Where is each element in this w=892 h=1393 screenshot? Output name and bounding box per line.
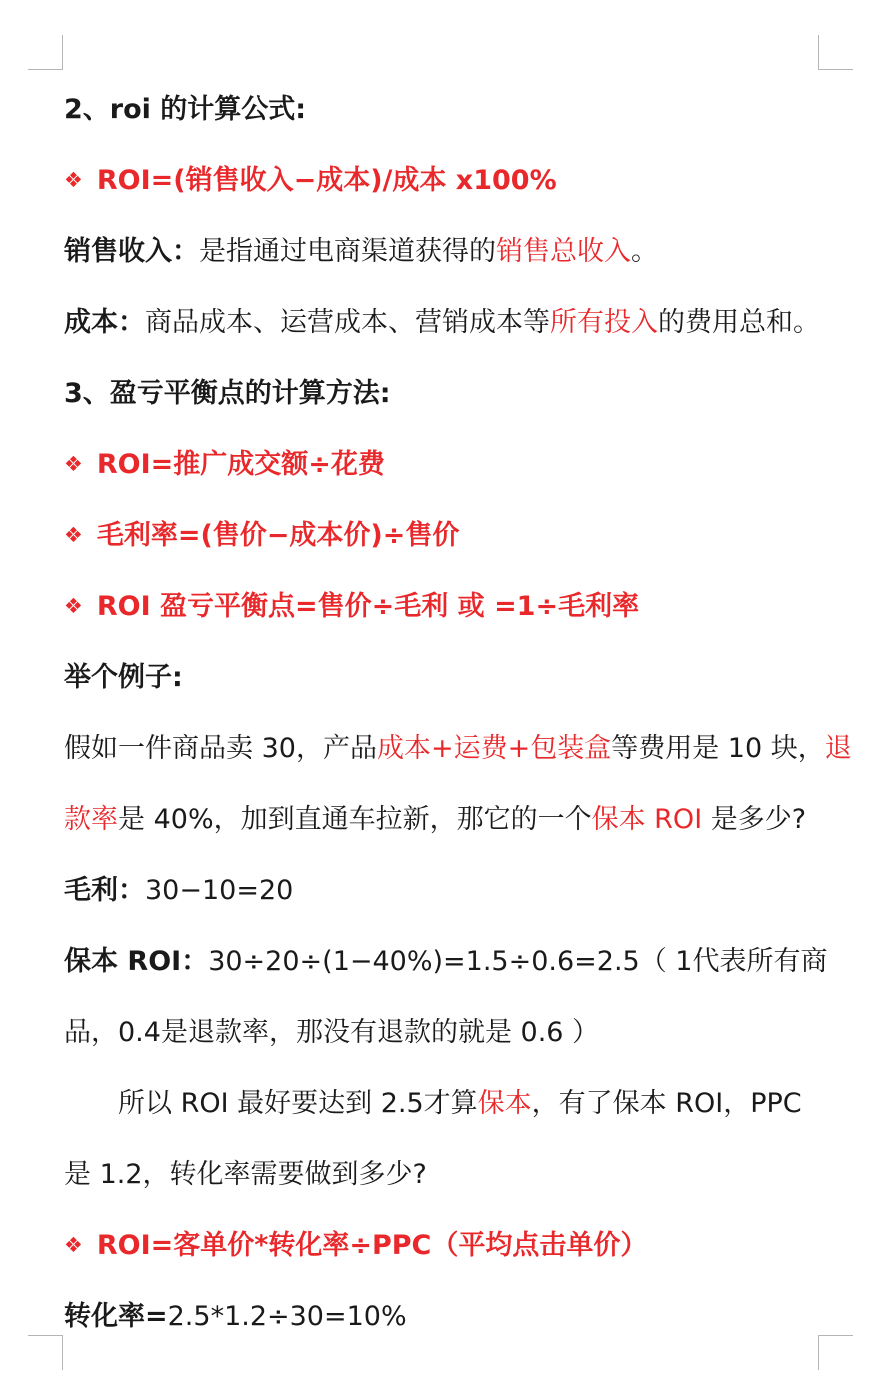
cost-label: 成本： — [64, 307, 145, 338]
diamond-bullet-icon: ❖ — [64, 523, 83, 547]
conversion-rate-value: 2.5*1.2÷30=10% — [167, 1301, 407, 1332]
roi-formula-line — [64, 155, 824, 226]
example-text: 假如一件商品卖 30，产品 — [64, 733, 377, 764]
conclusion-text: 所以 ROI 最好要达到 2.5才算 — [118, 1088, 478, 1119]
revenue-text: 是指通过电商渠道获得的 — [199, 236, 496, 267]
gross-margin-value: 30−10=20 — [145, 875, 294, 906]
corner-mark-top-left — [28, 35, 63, 70]
section-2-heading: 2、roi 的计算公式: — [64, 94, 307, 125]
cost-definition — [64, 297, 824, 368]
example-text: 等费用是 10 块， — [611, 733, 825, 764]
cost-highlight: 所有投入 — [550, 307, 658, 338]
breakeven-roi-note: 品，0.4是退款率，那没有退款的就是 0.6 ） — [64, 1017, 600, 1048]
revenue-label: 销售收入： — [64, 236, 199, 267]
formula-line-1 — [64, 439, 824, 510]
formula-gross-margin: 毛利率=(售价−成本价)÷售价 — [96, 520, 460, 551]
diamond-bullet-icon: ❖ — [64, 1233, 83, 1257]
example-text: 是多少? — [702, 804, 807, 835]
conclusion-line-1 — [64, 1078, 824, 1149]
example-paragraph-line-2 — [64, 794, 824, 865]
diamond-bullet-icon: ❖ — [64, 168, 83, 192]
diamond-bullet-icon: ❖ — [64, 452, 83, 476]
section-3-heading: 3、盈亏平衡点的计算方法: — [64, 378, 391, 409]
conclusion-line-2: 是 1.2，转化率需要做到多少? — [64, 1159, 427, 1190]
cost-text: 商品成本、运营成本、营销成本等 — [145, 307, 550, 338]
formula-line-3 — [64, 581, 824, 652]
breakeven-roi-calc — [64, 936, 828, 1007]
corner-mark-top-right — [818, 35, 853, 70]
example-highlight-breakeven-roi: 保本 ROI — [591, 804, 703, 835]
formula-line-2 — [64, 510, 824, 581]
gross-margin-calc — [64, 865, 824, 936]
conversion-formula-line — [64, 1220, 824, 1291]
formula-roi-spend: ROI=推广成交额÷花费 — [96, 449, 385, 480]
example-paragraph-line-1 — [64, 723, 852, 794]
revenue-highlight: 销售总收入 — [496, 236, 631, 267]
breakeven-roi-value: 30÷20÷(1−40%)=1.5÷0.6=2.5（ 1代表所有商 — [208, 946, 828, 977]
conclusion-highlight: 保本 — [477, 1088, 532, 1119]
example-highlight-refund: 退 — [824, 733, 852, 764]
diamond-bullet-icon: ❖ — [64, 594, 83, 618]
gross-margin-label: 毛利： — [64, 875, 145, 906]
revenue-definition — [64, 226, 824, 297]
breakeven-roi-label: 保本 ROI： — [64, 946, 209, 977]
conversion-formula: ROI=客单价*转化率÷PPC（平均点击单价） — [96, 1230, 648, 1261]
conclusion-text: ，有了保本 ROI，PPC — [531, 1088, 802, 1119]
roi-formula: ROI=(销售收入−成本)/成本 x100% — [96, 165, 557, 196]
example-heading: 举个例子: — [64, 662, 183, 693]
corner-mark-bottom-left — [28, 1335, 63, 1370]
conversion-rate-label: 转化率= — [64, 1301, 168, 1332]
document-body — [64, 84, 852, 1362]
example-text: 是 40%，加到直通车拉新，那它的一个 — [118, 804, 592, 835]
conversion-rate-calc — [64, 1291, 824, 1362]
revenue-text-end: 。 — [631, 236, 658, 267]
cost-text-end: 的费用总和。 — [658, 307, 820, 338]
example-highlight-costs: 成本+运费+包装盒 — [376, 733, 612, 764]
formula-breakeven: ROI 盈亏平衡点=售价÷毛利 或 =1÷毛利率 — [96, 591, 640, 622]
example-highlight-refund-rate: 款率 — [64, 804, 118, 835]
